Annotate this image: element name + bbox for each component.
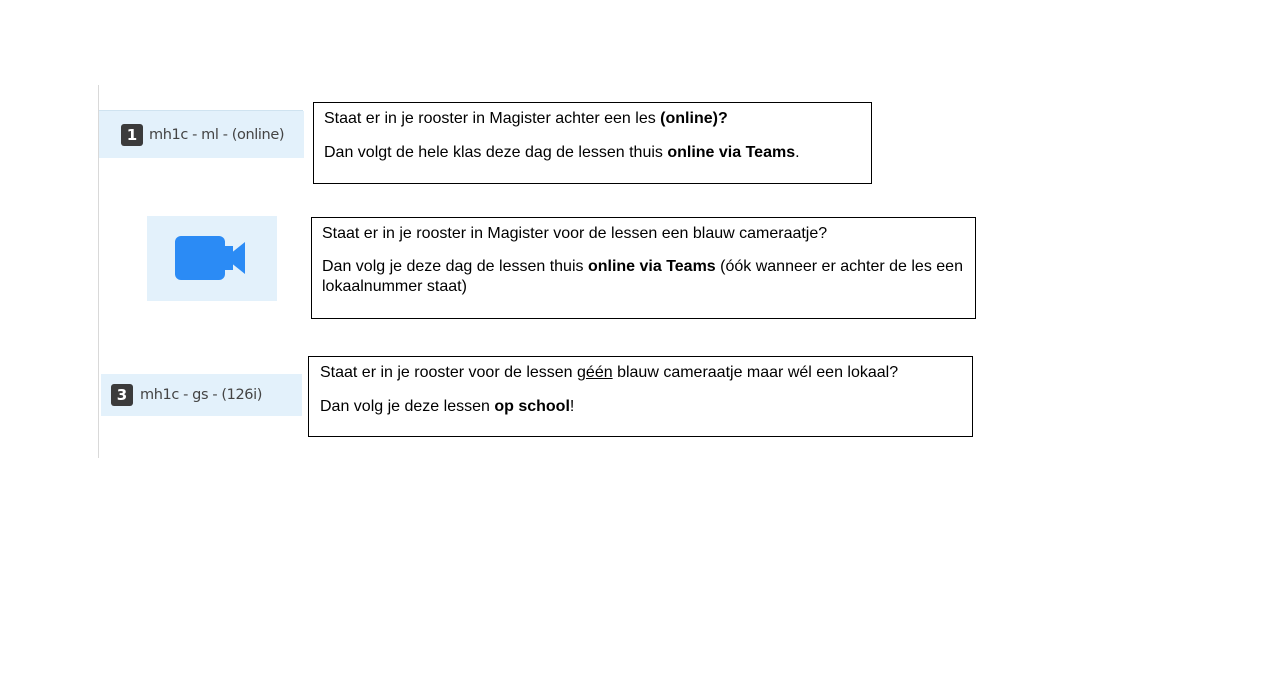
question-text: Staat er in je rooster voor de lessen (320, 364, 578, 381)
info-question (320, 363, 962, 383)
info-answer (324, 143, 861, 163)
question-suffix: blauw cameraatje maar wél een lokaal? (612, 364, 899, 381)
answer-emphasis: online via Teams (587, 258, 716, 275)
answer-emphasis: online via Teams (667, 144, 796, 161)
lesson-number-badge: 3 (111, 384, 133, 406)
lesson-label: mh1c - ml - (online) (149, 126, 285, 143)
answer-emphasis: op school (494, 398, 570, 415)
camera-tile (147, 216, 277, 301)
info-box-camera (311, 217, 976, 319)
answer-suffix: ! (569, 398, 575, 415)
info-box-school (308, 356, 973, 437)
info-answer (322, 257, 965, 297)
info-box-online (313, 102, 872, 184)
info-question: Staat er in je rooster in Magister voor de lessen een blauw cameraatje? (322, 225, 828, 242)
answer-text: Dan volgt de hele klas deze dag de lessen thuis (324, 144, 668, 161)
info-answer (320, 397, 962, 417)
answer-text: Dan volg je deze dag de lessen thuis (322, 258, 588, 275)
question-text: Staat er in je rooster in Magister achter een les (324, 110, 661, 127)
question-underlined: géén (577, 364, 613, 381)
answer-suffix: . (795, 144, 800, 161)
lesson-item-online (99, 111, 304, 158)
answer-suffix: (óók wanneer er achter de les een lokaalnummer staat) (322, 258, 963, 295)
question-emphasis: (online)? (660, 110, 728, 127)
answer-text: Dan volg je deze lessen (320, 398, 495, 415)
lesson-item-school (101, 374, 302, 416)
info-question (324, 109, 861, 129)
lesson-label: mh1c - gs - (126i) (140, 387, 262, 403)
lesson-number-badge: 1 (121, 124, 143, 146)
video-camera-icon (175, 234, 247, 282)
